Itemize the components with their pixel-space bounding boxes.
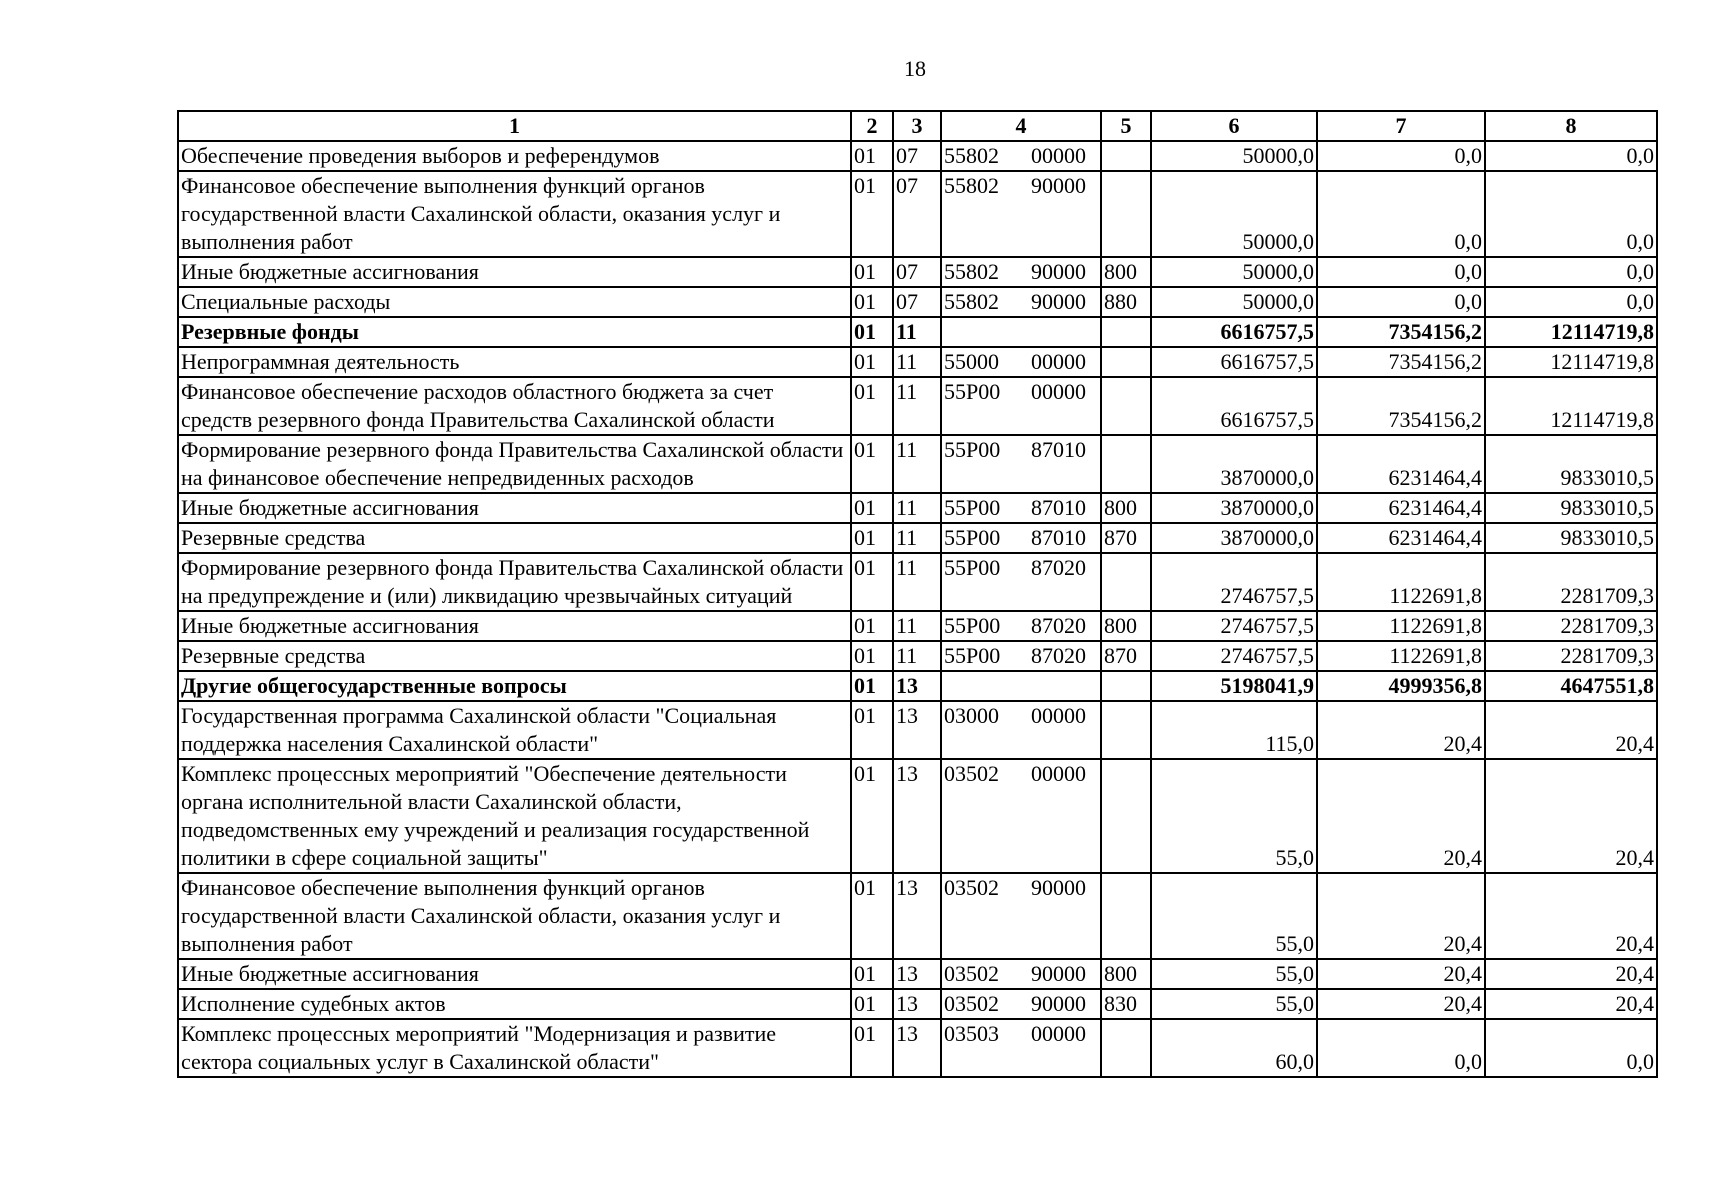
- expense-type-code: [1101, 317, 1151, 347]
- row-name: Резервные средства: [178, 641, 851, 671]
- target-article-code: [941, 701, 1101, 759]
- target-article-code: [941, 377, 1101, 435]
- amount-col-7: 6231464,4: [1317, 523, 1485, 553]
- expense-type-code: [1101, 377, 1151, 435]
- program-code: 55802: [944, 143, 999, 168]
- program-code: 55P00: [944, 555, 1001, 580]
- amount-col-6: 2746757,5: [1151, 553, 1317, 611]
- table-row: [178, 873, 1657, 959]
- direction-code: 90000: [1031, 875, 1086, 900]
- header-cell: 7: [1317, 111, 1485, 141]
- expense-type-code: [1101, 1019, 1151, 1077]
- target-article-code: [941, 641, 1101, 671]
- amount-col-7: 0,0: [1317, 287, 1485, 317]
- amount-col-7: 20,4: [1317, 959, 1485, 989]
- direction-code: 90000: [1031, 173, 1086, 198]
- direction-code: 87010: [1031, 495, 1086, 520]
- amount-col-7: 0,0: [1317, 171, 1485, 257]
- section-code: 01: [851, 493, 893, 523]
- target-article-code: [941, 257, 1101, 287]
- amount-col-6: 55,0: [1151, 759, 1317, 873]
- amount-col-7: 0,0: [1317, 141, 1485, 171]
- subsection-code: 13: [893, 671, 941, 701]
- section-code: 01: [851, 141, 893, 171]
- expense-type-code: [1101, 671, 1151, 701]
- table-body: [178, 141, 1657, 1077]
- amount-col-7: 7354156,2: [1317, 347, 1485, 377]
- expense-type-code: [1101, 759, 1151, 873]
- table-row: [178, 523, 1657, 553]
- amount-col-6: 3870000,0: [1151, 435, 1317, 493]
- direction-code: 87010: [1031, 525, 1086, 550]
- amount-col-8: 2281709,3: [1485, 611, 1657, 641]
- row-name: Резервные средства: [178, 523, 851, 553]
- amount-col-6: 50000,0: [1151, 141, 1317, 171]
- expense-type-code: 830: [1101, 989, 1151, 1019]
- amount-col-8: 0,0: [1485, 287, 1657, 317]
- program-code: 55P00: [944, 613, 1001, 638]
- program-code: 03503: [944, 1021, 999, 1046]
- direction-code: 90000: [1031, 259, 1086, 284]
- section-code: 01: [851, 989, 893, 1019]
- section-code: 01: [851, 257, 893, 287]
- section-code: 01: [851, 347, 893, 377]
- subsection-code: 13: [893, 701, 941, 759]
- program-code: 55802: [944, 173, 999, 198]
- direction-code: 00000: [1031, 1021, 1086, 1046]
- row-name: Иные бюджетные ассигнования: [178, 611, 851, 641]
- program-code: 55P00: [944, 525, 1001, 550]
- table-row: [178, 759, 1657, 873]
- section-code: 01: [851, 701, 893, 759]
- subsection-code: 11: [893, 553, 941, 611]
- section-code: 01: [851, 377, 893, 435]
- subsection-code: 11: [893, 347, 941, 377]
- program-code: 55000: [944, 349, 999, 374]
- target-article-code: [941, 611, 1101, 641]
- amount-col-7: 1122691,8: [1317, 553, 1485, 611]
- amount-col-8: 12114719,8: [1485, 317, 1657, 347]
- amount-col-6: 5198041,9: [1151, 671, 1317, 701]
- amount-col-7: 4999356,8: [1317, 671, 1485, 701]
- expense-type-code: [1101, 171, 1151, 257]
- amount-col-6: 3870000,0: [1151, 523, 1317, 553]
- section-code: 01: [851, 553, 893, 611]
- subsection-code: 07: [893, 287, 941, 317]
- section-code: 01: [851, 959, 893, 989]
- expense-type-code: 870: [1101, 523, 1151, 553]
- row-name: Финансовое обеспечение выполнения функций органов государственной власти Сахалинской области, оказания услуг и выполнения работ: [178, 873, 851, 959]
- table-row: [178, 959, 1657, 989]
- section-code: 01: [851, 1019, 893, 1077]
- amount-col-6: 55,0: [1151, 959, 1317, 989]
- row-name: Непрограммная деятельность: [178, 347, 851, 377]
- amount-col-6: 50000,0: [1151, 257, 1317, 287]
- amount-col-6: 6616757,5: [1151, 317, 1317, 347]
- row-name: Иные бюджетные ассигнования: [178, 257, 851, 287]
- expense-type-code: [1101, 141, 1151, 171]
- amount-col-6: 2746757,5: [1151, 611, 1317, 641]
- row-name: Формирование резервного фонда Правительства Сахалинской области на предупреждение и (или) ликвидацию чрезвычайных ситуаций: [178, 553, 851, 611]
- program-code: 03000: [944, 703, 999, 728]
- page-number: 18: [904, 56, 926, 81]
- amount-col-8: 20,4: [1485, 989, 1657, 1019]
- amount-col-7: 7354156,2: [1317, 317, 1485, 347]
- target-article-code: [941, 873, 1101, 959]
- subsection-code: 07: [893, 141, 941, 171]
- table-row: [178, 435, 1657, 493]
- amount-col-8: 9833010,5: [1485, 523, 1657, 553]
- target-article-code: [941, 141, 1101, 171]
- amount-col-8: 4647551,8: [1485, 671, 1657, 701]
- program-code: 03502: [944, 991, 999, 1016]
- amount-col-8: 20,4: [1485, 959, 1657, 989]
- table-row: [178, 287, 1657, 317]
- amount-col-6: 55,0: [1151, 873, 1317, 959]
- amount-col-6: 50000,0: [1151, 171, 1317, 257]
- subsection-code: 11: [893, 611, 941, 641]
- amount-col-8: 12114719,8: [1485, 377, 1657, 435]
- amount-col-8: 20,4: [1485, 873, 1657, 959]
- amount-col-8: 0,0: [1485, 171, 1657, 257]
- subsection-code: 11: [893, 377, 941, 435]
- section-code: 01: [851, 759, 893, 873]
- amount-col-6: 2746757,5: [1151, 641, 1317, 671]
- direction-code: 00000: [1031, 761, 1086, 786]
- expense-type-code: 800: [1101, 493, 1151, 523]
- table-row: [178, 377, 1657, 435]
- amount-col-8: 2281709,3: [1485, 553, 1657, 611]
- direction-code: 00000: [1031, 143, 1086, 168]
- expense-type-code: 870: [1101, 641, 1151, 671]
- target-article-code: [941, 671, 1101, 701]
- amount-col-8: 20,4: [1485, 701, 1657, 759]
- direction-code: 00000: [1031, 349, 1086, 374]
- section-code: 01: [851, 873, 893, 959]
- amount-col-8: 12114719,8: [1485, 347, 1657, 377]
- header-row: [178, 111, 1657, 141]
- direction-code: 90000: [1031, 961, 1086, 986]
- table-row: [178, 493, 1657, 523]
- target-article-code: [941, 989, 1101, 1019]
- amount-col-8: 2281709,3: [1485, 641, 1657, 671]
- amount-col-7: 1122691,8: [1317, 641, 1485, 671]
- expense-type-code: [1101, 553, 1151, 611]
- subsection-code: 13: [893, 989, 941, 1019]
- table-row: [178, 171, 1657, 257]
- amount-col-6: 6616757,5: [1151, 377, 1317, 435]
- expense-type-code: 800: [1101, 611, 1151, 641]
- amount-col-7: 20,4: [1317, 873, 1485, 959]
- table-row: [178, 141, 1657, 171]
- subsection-code: 13: [893, 759, 941, 873]
- section-code: 01: [851, 287, 893, 317]
- row-name: Иные бюджетные ассигнования: [178, 959, 851, 989]
- target-article-code: [941, 347, 1101, 377]
- amount-col-8: 9833010,5: [1485, 435, 1657, 493]
- expense-type-code: 800: [1101, 959, 1151, 989]
- subsection-code: 11: [893, 435, 941, 493]
- header-cell: 6: [1151, 111, 1317, 141]
- direction-code: 87010: [1031, 437, 1086, 462]
- amount-col-7: 20,4: [1317, 701, 1485, 759]
- amount-col-7: 0,0: [1317, 257, 1485, 287]
- subsection-code: 11: [893, 641, 941, 671]
- row-name: Государственная программа Сахалинской области "Социальная поддержка населения Сахалинской области": [178, 701, 851, 759]
- table-row: [178, 989, 1657, 1019]
- target-article-code: [941, 523, 1101, 553]
- program-code: 03502: [944, 961, 999, 986]
- amount-col-6: 6616757,5: [1151, 347, 1317, 377]
- amount-col-8: 0,0: [1485, 1019, 1657, 1077]
- section-code: 01: [851, 671, 893, 701]
- target-article-code: [941, 759, 1101, 873]
- table-row: [178, 1019, 1657, 1077]
- target-article-code: [941, 1019, 1101, 1077]
- section-code: 01: [851, 523, 893, 553]
- direction-code: 00000: [1031, 379, 1086, 404]
- subsection-code: 07: [893, 171, 941, 257]
- direction-code: 87020: [1031, 555, 1086, 580]
- amount-col-7: 7354156,2: [1317, 377, 1485, 435]
- direction-code: 87020: [1031, 613, 1086, 638]
- row-name: Комплекс процессных мероприятий "Модернизация и развитие сектора социальных услуг в Сахалинской области": [178, 1019, 851, 1077]
- amount-col-6: 115,0: [1151, 701, 1317, 759]
- table-row: [178, 553, 1657, 611]
- amount-col-8: 0,0: [1485, 141, 1657, 171]
- program-code: 55P00: [944, 643, 1001, 668]
- table-row: [178, 347, 1657, 377]
- amount-col-7: 20,4: [1317, 759, 1485, 873]
- table-row: [178, 317, 1657, 347]
- expense-type-code: [1101, 347, 1151, 377]
- program-code: 55P00: [944, 379, 1001, 404]
- program-code: 55802: [944, 289, 999, 314]
- subsection-code: 13: [893, 959, 941, 989]
- header-cell: 4: [941, 111, 1101, 141]
- subsection-code: 11: [893, 317, 941, 347]
- amount-col-7: 1122691,8: [1317, 611, 1485, 641]
- expense-type-code: 880: [1101, 287, 1151, 317]
- subsection-code: 13: [893, 1019, 941, 1077]
- program-code: 03502: [944, 761, 999, 786]
- target-article-code: [941, 553, 1101, 611]
- amount-col-7: 20,4: [1317, 989, 1485, 1019]
- row-name: Комплекс процессных мероприятий "Обеспечение деятельности органа исполнительной власти Сахалинской области, подведомственных ему учреждений и реализация государственной политики в сфере социальной защиты": [178, 759, 851, 873]
- row-name: Финансовое обеспечение расходов областного бюджета за счет средств резервного фонда Правительства Сахалинской области: [178, 377, 851, 435]
- row-name: Формирование резервного фонда Правительства Сахалинской области на финансовое обеспечение непредвиденных расходов: [178, 435, 851, 493]
- table-row: [178, 671, 1657, 701]
- direction-code: 90000: [1031, 991, 1086, 1016]
- target-article-code: [941, 317, 1101, 347]
- subsection-code: 13: [893, 873, 941, 959]
- row-name: Специальные расходы: [178, 287, 851, 317]
- amount-col-8: 9833010,5: [1485, 493, 1657, 523]
- header-cell: 3: [893, 111, 941, 141]
- amount-col-7: 6231464,4: [1317, 435, 1485, 493]
- expense-type-code: 800: [1101, 257, 1151, 287]
- section-code: 01: [851, 611, 893, 641]
- target-article-code: [941, 435, 1101, 493]
- amount-col-6: 55,0: [1151, 989, 1317, 1019]
- amount-col-6: 50000,0: [1151, 287, 1317, 317]
- section-code: 01: [851, 317, 893, 347]
- section-code: 01: [851, 641, 893, 671]
- row-name: Другие общегосударственные вопросы: [178, 671, 851, 701]
- amount-col-7: 0,0: [1317, 1019, 1485, 1077]
- target-article-code: [941, 287, 1101, 317]
- target-article-code: [941, 959, 1101, 989]
- expense-type-code: [1101, 701, 1151, 759]
- subsection-code: 11: [893, 493, 941, 523]
- header-cell: 5: [1101, 111, 1151, 141]
- subsection-code: 07: [893, 257, 941, 287]
- budget-table: [177, 110, 1658, 1078]
- table-row: [178, 257, 1657, 287]
- target-article-code: [941, 493, 1101, 523]
- direction-code: 87020: [1031, 643, 1086, 668]
- table-row: [178, 611, 1657, 641]
- target-article-code: [941, 171, 1101, 257]
- amount-col-6: 60,0: [1151, 1019, 1317, 1077]
- row-name: Обеспечение проведения выборов и референдумов: [178, 141, 851, 171]
- program-code: 03502: [944, 875, 999, 900]
- amount-col-7: 6231464,4: [1317, 493, 1485, 523]
- direction-code: 00000: [1031, 703, 1086, 728]
- amount-col-6: 3870000,0: [1151, 493, 1317, 523]
- expense-type-code: [1101, 435, 1151, 493]
- row-name: Финансовое обеспечение выполнения функций органов государственной власти Сахалинской области, оказания услуг и выполнения работ: [178, 171, 851, 257]
- program-code: 55802: [944, 259, 999, 284]
- amount-col-8: 20,4: [1485, 759, 1657, 873]
- amount-col-8: 0,0: [1485, 257, 1657, 287]
- table-row: [178, 641, 1657, 671]
- subsection-code: 11: [893, 523, 941, 553]
- header-cell: 8: [1485, 111, 1657, 141]
- table-row: [178, 701, 1657, 759]
- row-name: Резервные фонды: [178, 317, 851, 347]
- program-code: 55P00: [944, 495, 1001, 520]
- header-cell: 1: [178, 111, 851, 141]
- section-code: 01: [851, 435, 893, 493]
- expense-type-code: [1101, 873, 1151, 959]
- program-code: 55P00: [944, 437, 1001, 462]
- header-cell: 2: [851, 111, 893, 141]
- section-code: 01: [851, 171, 893, 257]
- row-name: Иные бюджетные ассигнования: [178, 493, 851, 523]
- direction-code: 90000: [1031, 289, 1086, 314]
- row-name: Исполнение судебных актов: [178, 989, 851, 1019]
